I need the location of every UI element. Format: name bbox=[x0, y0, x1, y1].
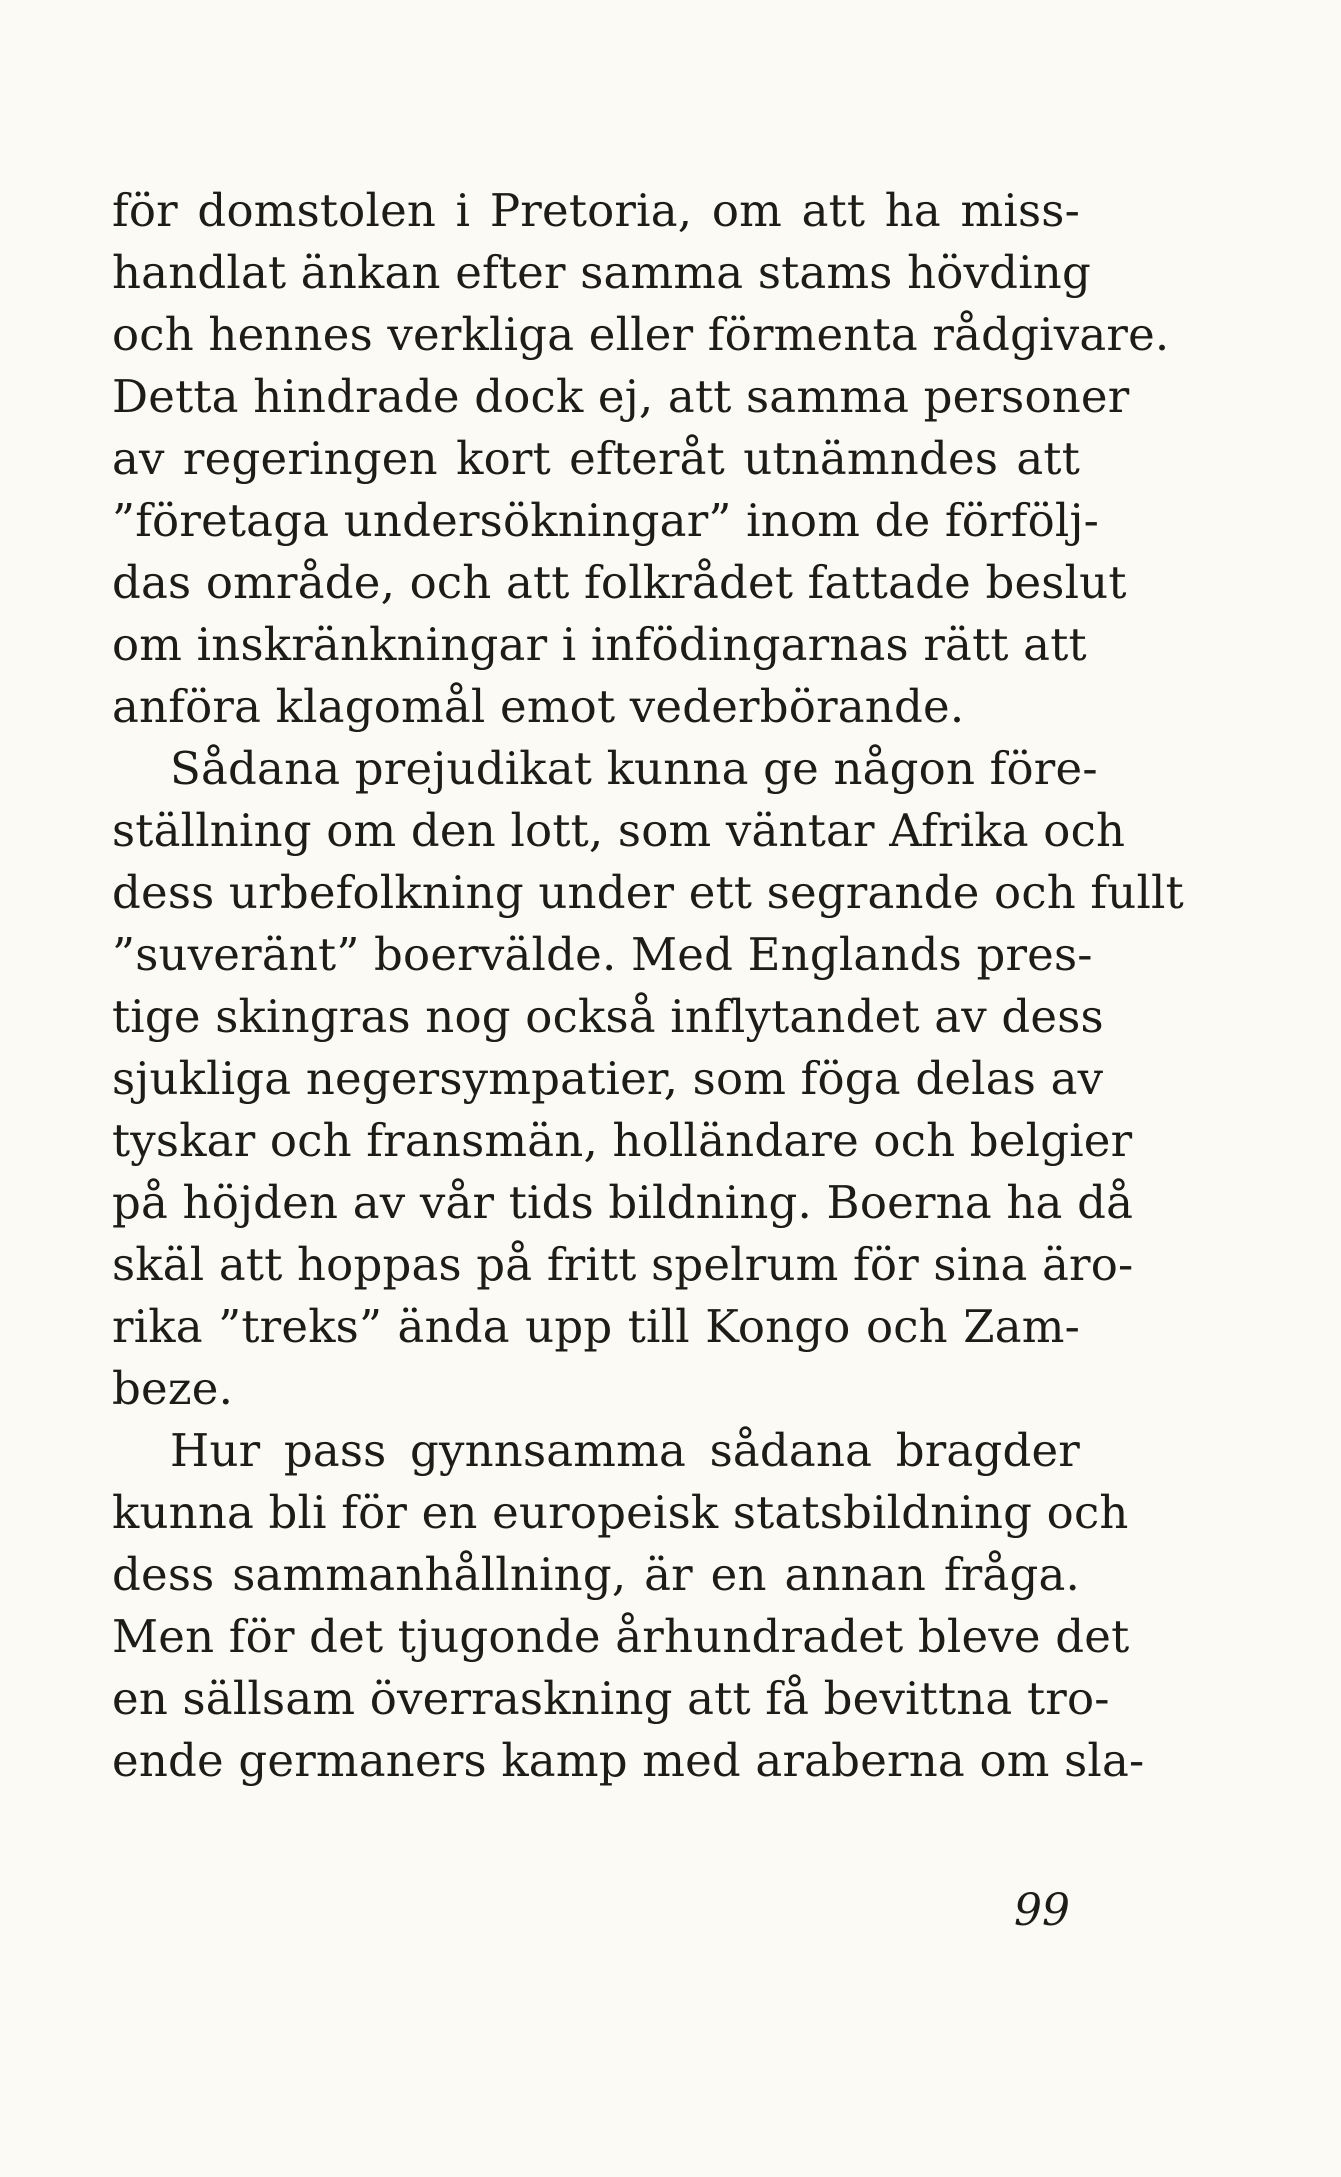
text-line: dess urbefolkning under ett segrande och fullt bbox=[112, 866, 1184, 919]
text-line: tige skingras nog också inflytandet av dess bbox=[112, 990, 1104, 1043]
text-line: dess sammanhållning, är en annan fråga. bbox=[112, 1548, 1080, 1601]
paragraph-3 bbox=[112, 1420, 1145, 1792]
text-line: ende germaners kamp med araberna om sla- bbox=[112, 1734, 1145, 1787]
text-line: sjukliga negersympatier, som föga delas av bbox=[112, 1052, 1104, 1105]
text-line: ställning om den lott, som väntar Afrika och bbox=[112, 804, 1126, 857]
text-line: rika ”treks” ända upp till Kongo och Zam- bbox=[112, 1300, 1080, 1353]
text-line: tyskar och fransmän, holländare och belgier bbox=[112, 1114, 1133, 1167]
text-line: om inskränkningar i infödingarnas rätt att bbox=[112, 618, 1087, 671]
text-line: kunna bli för en europeisk statsbildning och bbox=[112, 1486, 1129, 1539]
page-number: 99 bbox=[1014, 1885, 1070, 1936]
text-line: skäl att hoppas på fritt spelrum för sina äro- bbox=[112, 1238, 1134, 1291]
text-line: för domstolen i Pretoria, om att ha miss- bbox=[112, 184, 1080, 237]
text-line: das område, och att folkrådet fattade beslut bbox=[112, 556, 1127, 609]
text-line: av regeringen kort efteråt utnämndes att bbox=[112, 432, 1080, 485]
text-line: ”suveränt” boervälde. Med Englands pres- bbox=[112, 928, 1093, 981]
paragraph-1 bbox=[112, 180, 1170, 738]
text-line: och hennes verkliga eller förmenta rådgivare. bbox=[112, 308, 1170, 361]
text-line: handlat änkan efter samma stams hövding bbox=[112, 246, 1091, 299]
text-line: en sällsam överraskning att få bevittna tro- bbox=[112, 1672, 1110, 1725]
text-line: på höjden av vår tids bildning. Boerna ha då bbox=[112, 1176, 1134, 1229]
text-line: anföra klagomål emot vederbörande. bbox=[112, 680, 965, 733]
text-line: Sådana prejudikat kunna ge någon före- bbox=[170, 742, 1098, 795]
text-line: ”företaga undersökningar” inom de förfölj- bbox=[112, 494, 1100, 547]
text-line: Hur pass gynnsamma sådana bragder bbox=[170, 1424, 1080, 1477]
text-line: Detta hindrade dock ej, att samma personer bbox=[112, 370, 1130, 423]
body-text bbox=[112, 180, 1184, 1792]
paragraph-2 bbox=[112, 738, 1184, 1420]
text-line: Men för det tjugonde århundradet bleve det bbox=[112, 1610, 1130, 1663]
text-line: beze. bbox=[112, 1362, 234, 1415]
